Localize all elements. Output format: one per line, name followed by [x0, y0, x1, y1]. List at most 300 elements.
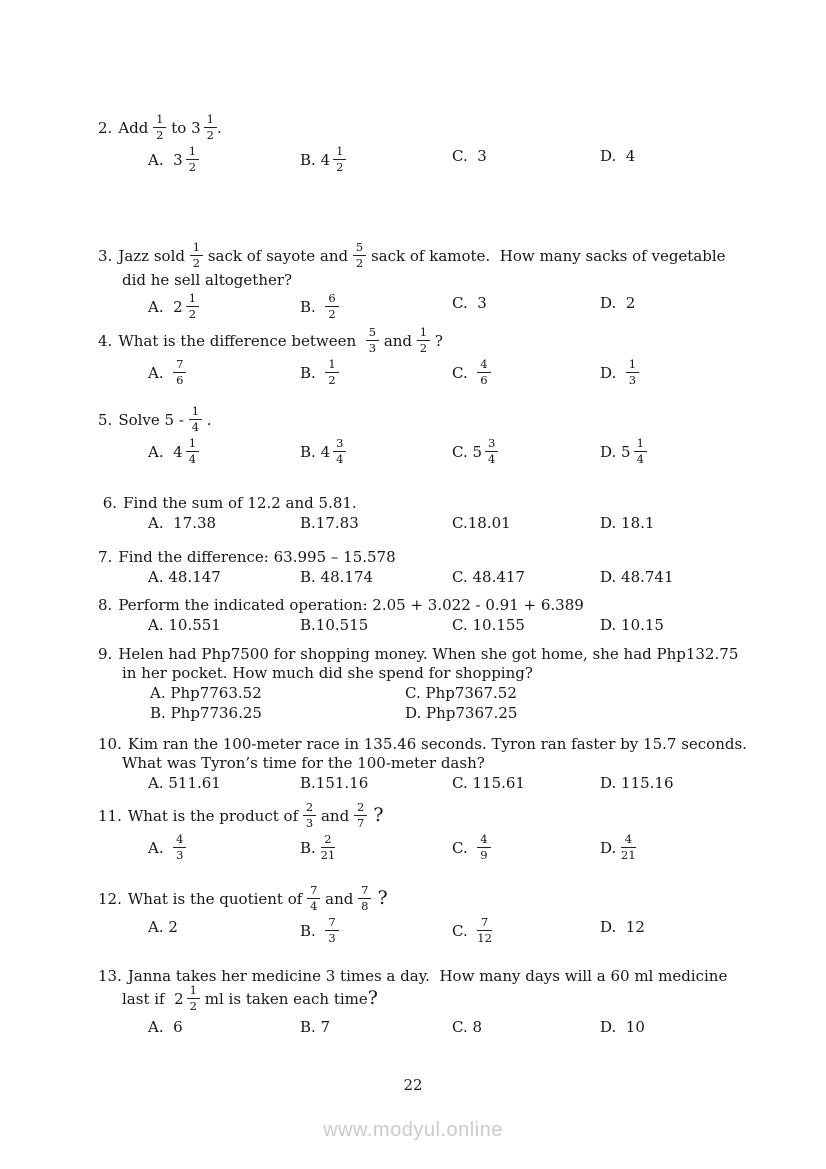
fraction-denominator: 4 — [636, 451, 644, 466]
fraction-denominator: 2 — [419, 340, 428, 355]
question-line — [0, 664, 826, 683]
text-run: D. — [600, 839, 622, 858]
whole-number: 2 — [174, 990, 184, 1009]
question-line — [0, 404, 826, 435]
option — [300, 616, 368, 635]
option — [148, 1018, 183, 1037]
fraction — [303, 801, 316, 829]
fraction-numerator: 2 — [303, 801, 316, 816]
text-run: A. 10.551 — [148, 616, 221, 634]
question-number: 6. — [98, 494, 118, 512]
option — [405, 684, 517, 703]
question-text — [122, 664, 533, 682]
question-text — [122, 983, 378, 1013]
mixed-number — [472, 436, 498, 466]
fraction-denominator: 3 — [628, 372, 637, 387]
text-run: A. Php7763.52 — [150, 684, 262, 702]
text-run: D. 10.15 — [600, 616, 664, 634]
fraction-denominator: 9 — [480, 847, 488, 862]
fraction-denominator: 21 — [320, 847, 336, 862]
text-run: Solve 5 - — [118, 411, 189, 430]
option — [600, 436, 647, 467]
fraction-numerator: 3 — [333, 437, 346, 452]
text-run: A. 17.38 — [148, 514, 217, 532]
question — [0, 548, 826, 587]
option — [600, 294, 635, 313]
question-number: 10. — [98, 735, 122, 753]
fraction — [477, 358, 490, 386]
whole-number: 3 — [173, 151, 183, 170]
question-line — [0, 754, 826, 773]
option — [148, 144, 199, 175]
option — [600, 616, 664, 635]
whole-number: 3 — [191, 119, 201, 138]
question-line — [0, 967, 826, 986]
question-text — [128, 735, 747, 753]
question — [0, 325, 826, 387]
option — [300, 774, 368, 793]
fraction-denominator: 3 — [368, 340, 377, 355]
text-run: D. Php7367.25 — [405, 704, 518, 722]
fraction-numerator: 4 — [621, 833, 636, 848]
fraction — [621, 833, 636, 861]
fraction-denominator: 2 — [156, 127, 164, 142]
options-row — [0, 357, 826, 387]
options-row — [0, 144, 826, 174]
fraction — [354, 801, 367, 829]
text-run: What is the difference between — [118, 332, 366, 351]
question-line — [0, 645, 826, 664]
question-text — [118, 240, 726, 270]
fraction-denominator: 4 — [191, 419, 200, 434]
fraction-denominator: 6 — [480, 372, 488, 387]
fraction — [190, 241, 203, 269]
fraction-numerator: 3 — [485, 437, 498, 452]
fraction-denominator: 8 — [361, 898, 369, 913]
text-run: B. — [300, 443, 321, 462]
option — [600, 1018, 645, 1037]
question-number: 4. — [98, 332, 113, 351]
whole-number: 2 — [173, 298, 183, 317]
fraction-numerator: 1 — [333, 145, 346, 160]
text-run: B. Php7736.25 — [150, 704, 262, 722]
option — [148, 514, 216, 533]
fraction — [417, 326, 430, 354]
fraction — [186, 292, 199, 320]
fraction — [485, 437, 498, 465]
fraction-denominator: 2 — [336, 159, 344, 174]
text-run: last if — [122, 990, 175, 1009]
fraction-denominator: 2 — [328, 372, 336, 387]
question-number: 3. — [98, 247, 113, 266]
text-run: Janna takes her medicine 3 times a day. How many days will a 60 ml medicine — [127, 967, 728, 985]
fraction-denominator: 2 — [206, 127, 214, 142]
option — [300, 291, 339, 322]
fraction-denominator: 4 — [336, 451, 344, 466]
text-run: A. — [148, 839, 174, 858]
question — [0, 645, 826, 723]
option — [452, 568, 525, 587]
text-run: C. — [452, 364, 478, 383]
fraction-denominator: 3 — [176, 847, 184, 862]
option — [300, 915, 339, 946]
text-run: C. — [452, 922, 478, 941]
option — [300, 436, 346, 467]
mixed-number — [173, 144, 199, 174]
question-line — [0, 240, 826, 271]
text-run: . — [216, 119, 222, 138]
option — [600, 832, 636, 863]
fraction-numerator: 1 — [187, 984, 200, 999]
fraction-numerator: 1 — [190, 241, 203, 256]
question-text — [127, 883, 388, 913]
fraction-numerator: 5 — [353, 241, 366, 256]
option — [150, 684, 262, 703]
option — [452, 147, 487, 166]
question-line — [0, 735, 826, 754]
fraction-numerator: 1 — [186, 292, 199, 307]
fraction — [321, 833, 336, 861]
text-run: to — [166, 119, 192, 138]
option — [150, 704, 262, 723]
fraction-numerator: 7 — [325, 916, 338, 931]
question-number: 12. — [98, 890, 122, 909]
fraction-denominator: 4 — [188, 451, 197, 466]
text-run: What is the quotient of — [127, 890, 308, 909]
question-line — [0, 271, 826, 290]
text-run: C. — [452, 443, 473, 462]
text-run: and — [320, 890, 359, 909]
question — [0, 967, 826, 1037]
options-row — [0, 774, 826, 793]
fraction-numerator: 1 — [325, 358, 338, 373]
text-run: C. Php7367.52 — [405, 684, 517, 702]
text-run: A. 2 — [148, 918, 178, 937]
whole-number: 4 — [320, 151, 331, 170]
question — [0, 112, 826, 174]
fraction-numerator: 1 — [186, 437, 199, 452]
text-run: B. — [300, 839, 321, 858]
question — [0, 596, 826, 635]
option — [452, 436, 498, 467]
options-row — [0, 436, 826, 466]
option — [452, 294, 487, 313]
options-row — [0, 1018, 826, 1037]
question — [0, 404, 826, 466]
option — [148, 436, 199, 467]
text-run: ml is taken each time — [200, 990, 368, 1009]
option — [452, 774, 525, 793]
fraction-numerator: 5 — [366, 326, 379, 341]
text-run: in her pocket. How much did she spend for shopping? — [122, 664, 533, 682]
mixed-number — [173, 291, 199, 321]
question-line — [0, 325, 826, 356]
option — [148, 357, 186, 388]
options-row — [0, 291, 826, 321]
text-run: B. — [300, 151, 321, 170]
fraction-numerator: 1 — [417, 326, 430, 341]
option — [148, 291, 199, 322]
question — [0, 800, 826, 862]
fraction-denominator: 4 — [488, 451, 496, 466]
fraction-numerator: 1 — [204, 113, 217, 128]
fraction-numerator: 1 — [189, 405, 202, 420]
mixed-number — [621, 436, 647, 466]
question-number: 5. — [98, 411, 113, 430]
watermark-text: www.modyul.online — [323, 1119, 503, 1141]
text-run: Helen had Php7500 for shopping money. When she got home, she had Php132.75 — [118, 645, 739, 663]
text-run: What is the product of — [127, 807, 303, 826]
fraction-numerator: 7 — [307, 884, 320, 899]
text-run: D. 12 — [600, 918, 645, 937]
question-number: 7. — [98, 548, 113, 566]
fraction — [186, 145, 199, 173]
fraction — [204, 113, 217, 141]
fraction-numerator: 1 — [634, 437, 647, 452]
option — [600, 774, 674, 793]
question-line — [0, 596, 826, 615]
text-run: A. 6 — [148, 1018, 183, 1037]
whole-number: 5 — [472, 443, 483, 462]
options-row — [0, 514, 826, 533]
fraction-numerator: 4 — [477, 833, 490, 848]
text-run: D. 4 — [600, 147, 636, 166]
fraction-denominator: 2 — [355, 255, 364, 270]
text-run: B. — [300, 922, 326, 941]
option — [452, 357, 491, 388]
text-run: ? — [367, 804, 384, 827]
option — [148, 918, 178, 937]
fraction — [366, 326, 379, 354]
option — [300, 1018, 330, 1037]
text-run: D. 10 — [600, 1018, 645, 1037]
option — [600, 918, 645, 937]
fraction — [173, 358, 186, 386]
options-row — [0, 832, 826, 862]
text-run: . — [202, 411, 212, 430]
text-run: C.18.01 — [452, 514, 511, 532]
option — [300, 514, 359, 533]
question-text — [127, 800, 384, 830]
fraction-numerator: 7 — [477, 916, 492, 931]
fraction — [325, 292, 338, 320]
question-line — [0, 883, 826, 914]
text-run: C. 3 — [452, 147, 487, 166]
options-row — [0, 568, 826, 587]
text-run: C. 8 — [452, 1018, 483, 1037]
question-number: 8. — [98, 596, 113, 614]
fraction — [173, 833, 186, 861]
fraction-numerator: 1 — [626, 358, 639, 373]
text-run: D. — [600, 443, 622, 462]
question-text — [128, 967, 727, 985]
fraction — [333, 437, 346, 465]
page-number: 22 — [403, 1076, 423, 1094]
text-run: A. 511.61 — [148, 774, 221, 792]
question-number: 9. — [98, 645, 113, 663]
mixed-number — [191, 112, 217, 142]
option — [600, 357, 639, 388]
text-run: Find the difference: 63.995 – 15.578 — [118, 548, 396, 566]
option — [600, 147, 635, 166]
text-run: D. 115.16 — [600, 774, 674, 792]
text-run: B. — [300, 364, 326, 383]
option — [300, 568, 373, 587]
option — [148, 568, 221, 587]
fraction — [477, 916, 492, 944]
question-text — [122, 754, 485, 772]
text-run: did he sell altogether? — [122, 271, 293, 290]
whole-number: 4 — [173, 443, 183, 462]
text-run: D. 18.1 — [600, 514, 655, 532]
text-run: B. — [300, 298, 326, 317]
option — [452, 1018, 482, 1037]
text-run: C. 115.61 — [452, 774, 525, 792]
text-run: A. 48.147 — [148, 568, 221, 586]
text-run: A. — [148, 364, 174, 383]
fraction-denominator: 2 — [188, 306, 197, 321]
question — [0, 240, 826, 321]
text-run: and — [379, 332, 417, 351]
text-run: C. — [452, 839, 478, 858]
fraction-denominator: 2 — [192, 255, 201, 270]
text-run: A. — [148, 151, 174, 170]
option — [300, 144, 346, 175]
text-run: ? — [367, 987, 378, 1010]
text-run: D. 48.741 — [600, 568, 674, 586]
fraction-denominator: 21 — [621, 847, 636, 862]
text-run: B.151.16 — [300, 774, 369, 792]
fraction — [325, 358, 338, 386]
option — [405, 704, 517, 723]
text-run: ? — [371, 887, 388, 910]
text-run: sack of kamote. How many sacks of vegetable — [366, 247, 726, 266]
question-text — [123, 494, 357, 512]
text-run: A. — [148, 443, 174, 462]
fraction — [333, 145, 346, 173]
option — [452, 915, 492, 946]
question-text — [118, 645, 738, 663]
options-row — [0, 915, 826, 945]
option — [452, 514, 511, 533]
text-run: C. 48.417 — [452, 568, 525, 586]
option — [600, 568, 674, 587]
fraction-numerator: 6 — [325, 292, 338, 307]
question-line — [0, 494, 826, 513]
question — [0, 735, 826, 793]
text-run: Add — [118, 119, 154, 138]
text-run: D. 2 — [600, 294, 636, 313]
fraction-numerator: 7 — [173, 358, 186, 373]
options-row — [0, 684, 826, 703]
text-run: B. 7 — [300, 1018, 331, 1037]
option — [452, 832, 491, 863]
whole-number: 5 — [621, 443, 631, 462]
question — [0, 883, 826, 945]
question-text — [118, 404, 212, 434]
option — [300, 832, 336, 863]
mixed-number — [320, 144, 347, 174]
text-run: Perform the indicated operation: 2.05 + 3.022 - 0.91 + 6.389 — [118, 596, 584, 614]
text-run: C. 3 — [452, 294, 487, 313]
mixed-number — [173, 436, 199, 466]
fraction — [626, 358, 639, 386]
question-text — [118, 325, 443, 355]
question — [0, 494, 826, 533]
text-run: sack of sayote and — [203, 247, 353, 266]
text-run: What was Tyron’s time for the 100-meter dash? — [122, 754, 485, 772]
question-line — [0, 112, 826, 143]
question-text — [118, 548, 395, 566]
question-line — [0, 983, 826, 1014]
fraction — [353, 241, 366, 269]
options-row — [0, 616, 826, 635]
fraction — [153, 113, 166, 141]
mixed-number — [320, 436, 347, 466]
question-number: 13. — [98, 967, 122, 985]
whole-number: 4 — [320, 443, 331, 462]
fraction — [634, 437, 647, 465]
question-text — [118, 112, 222, 142]
fraction — [325, 916, 338, 944]
fraction-denominator: 3 — [328, 930, 336, 945]
fraction-numerator: 2 — [321, 833, 336, 848]
fraction-numerator: 4 — [173, 833, 186, 848]
text-run: B.10.515 — [300, 616, 369, 634]
fraction — [189, 405, 202, 433]
option — [452, 616, 525, 635]
text-run: Find the sum of 12.2 and 5.81. — [123, 494, 357, 512]
fraction — [358, 884, 371, 912]
fraction-denominator: 12 — [477, 930, 492, 945]
text-run: A. — [148, 298, 174, 317]
text-run: B.17.83 — [300, 514, 359, 532]
fraction-numerator: 2 — [354, 801, 367, 816]
question-number: 2. — [98, 119, 113, 138]
option — [148, 774, 221, 793]
fraction — [307, 884, 320, 912]
question-line — [0, 800, 826, 831]
option — [148, 832, 186, 863]
fraction — [187, 984, 200, 1012]
options-row — [0, 704, 826, 723]
text-run: B. 48.174 — [300, 568, 374, 586]
fraction — [186, 437, 199, 465]
fraction-denominator: 7 — [356, 815, 365, 830]
fraction-denominator: 6 — [176, 372, 184, 387]
text-run: C. 10.155 — [452, 616, 525, 634]
fraction-numerator: 7 — [358, 884, 371, 899]
text-run: ? — [430, 332, 443, 351]
text-run: and — [316, 807, 354, 826]
option — [300, 357, 339, 388]
fraction-numerator: 1 — [153, 113, 166, 128]
fraction-numerator: 4 — [477, 358, 490, 373]
question-text — [118, 596, 583, 614]
fraction-denominator: 2 — [188, 159, 197, 174]
option — [148, 616, 221, 635]
text-run: Jazz sold — [118, 247, 190, 266]
option — [600, 514, 654, 533]
fraction — [477, 833, 490, 861]
fraction-denominator: 4 — [310, 898, 318, 913]
mixed-number — [174, 983, 200, 1013]
question-number: 11. — [98, 807, 122, 826]
question-text — [122, 271, 292, 289]
fraction-denominator: 2 — [328, 306, 336, 321]
fraction-numerator: 1 — [186, 145, 199, 160]
text-run: Kim ran the 100-meter race in 135.46 seconds. Tyron ran faster by 15.7 seconds. — [127, 735, 747, 753]
